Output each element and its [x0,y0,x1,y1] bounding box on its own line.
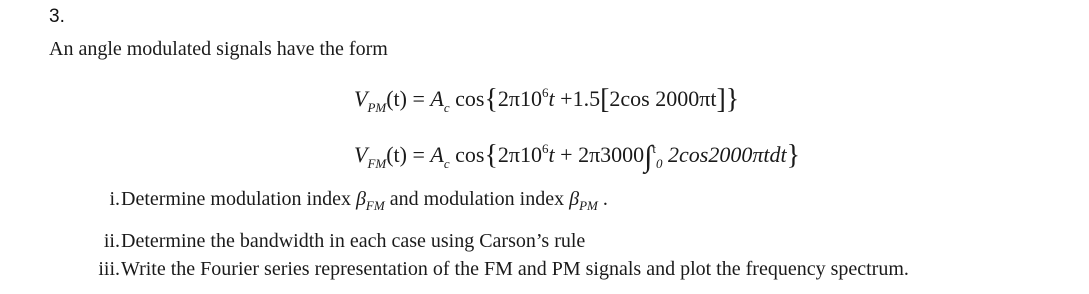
fm-eq-amp: A [430,142,444,167]
fm-eq-close-brace: } [786,140,801,171]
pm-eq-arg: (t) = [386,86,431,111]
beta-fm: β [355,188,366,210]
pm-eq-amp: A [430,86,444,111]
fm-eq-v: V [354,142,368,167]
fm-eq-term1-t: t [548,142,555,167]
fm-equation [354,138,801,173]
pm-eq-close-bracket: ] [716,84,726,115]
fm-eq-plus: + 2π3000 [554,142,645,167]
pm-equation [354,84,740,115]
list-item-text [121,188,608,211]
fm-eq-int-upper: t [652,141,657,156]
list-item-number: i. [109,188,120,210]
pm-eq-term1-t: t [548,86,555,111]
list-item-number: ii. [103,230,120,252]
pm-eq-v: V [354,86,368,111]
pm-eq-plus: +1.5 [554,86,601,111]
item-1-post: . [597,188,608,210]
beta-pm: β [569,188,580,210]
pm-eq-fn: cos [449,86,485,111]
fm-eq-int-lower: 0 [656,156,663,171]
pm-eq-open-bracket: [ [600,84,610,115]
fm-eq-term1-sup: 6 [542,141,549,156]
fm-eq-amp-sub: c [443,156,450,171]
fm-eq-open-brace: { [484,140,498,171]
list-item-text: Determine the bandwidth in each case using Carson’s rule [121,230,586,252]
list-item-text: Write the Fourier series representation of the FM and PM signals and plot the frequency spectrum. [121,258,909,280]
beta-fm-sub: FM [365,198,385,213]
pm-eq-close-brace: } [725,84,740,115]
fm-eq-inner: 2cos2000πtdt [662,142,787,167]
fm-eq-v-sub: FM [367,156,387,171]
pm-eq-amp-sub: c [443,100,450,115]
item-1-pre: Determine modulation index [121,188,356,210]
fm-eq-integral-sign: ∫ [644,140,653,173]
list-item-number: iii. [98,258,120,280]
pm-eq-inner: 2cos 2000πt [609,86,717,111]
list-item [50,188,608,213]
intro-text: An angle modulated signals have the form [49,38,388,60]
item-1-mid: and modulation index [384,188,570,210]
list-item [50,230,586,253]
pm-eq-term1: 2π10 [497,86,543,111]
beta-pm-sub: PM [579,198,598,213]
pm-eq-v-sub: PM [367,100,387,115]
pm-eq-term1-sup: 6 [542,85,549,100]
fm-eq-arg: (t) = [386,142,431,167]
fm-eq-fn: cos [449,142,485,167]
question-number: 3. [49,6,65,27]
fm-eq-term1: 2π10 [497,142,543,167]
pm-eq-open-brace: { [484,84,498,115]
list-item [50,258,909,281]
